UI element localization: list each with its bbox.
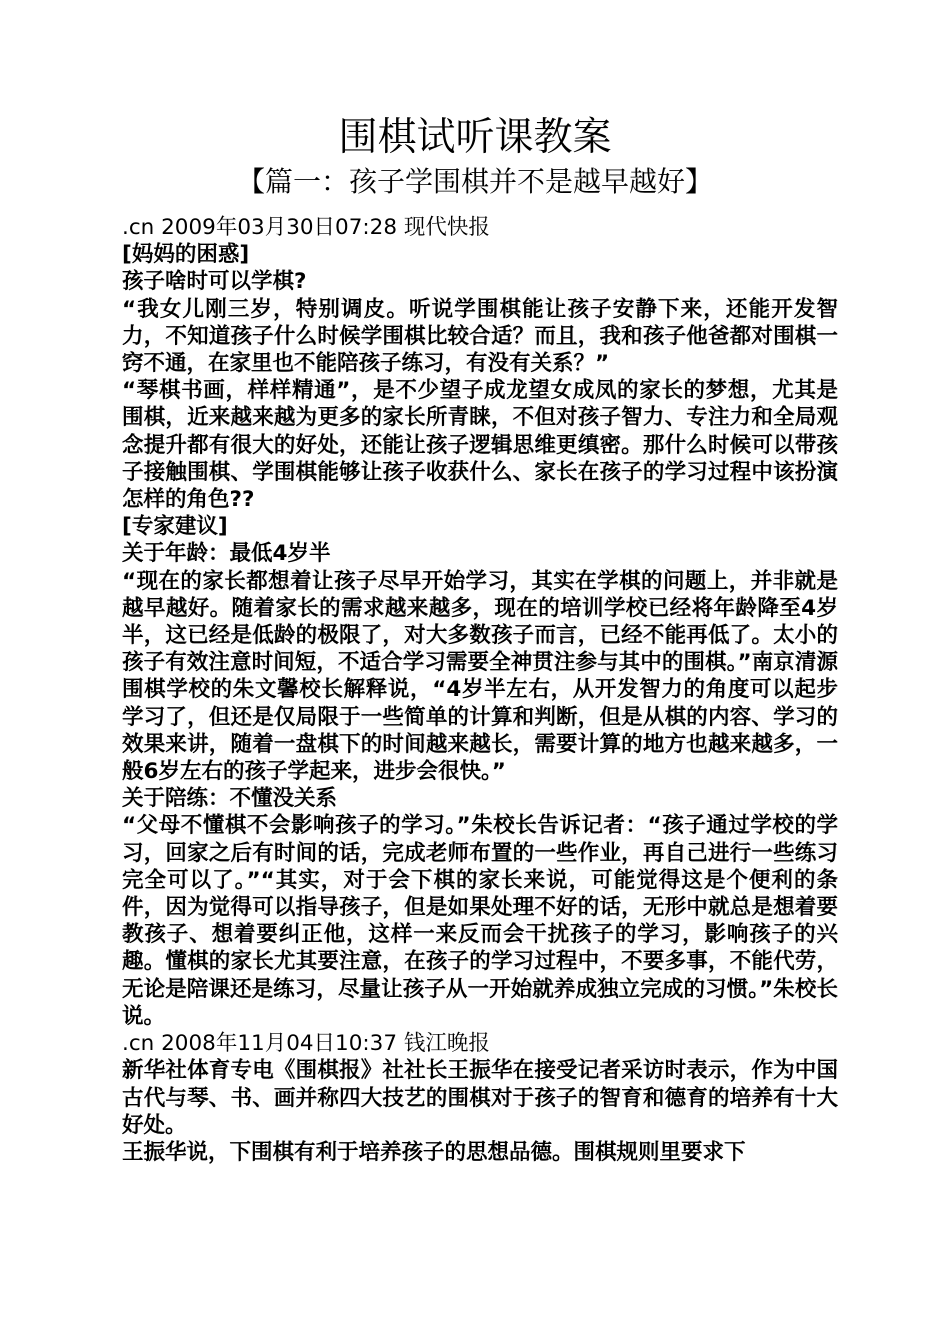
paragraph-parents-dream: “琴棋书画，样样精通”，是不少望子成龙望女成凤的家长的梦想，尤其是围棋，近来越来越为更多的家长所青睐，不但对孩子智力、专注力和全局观念提升都有很大的好处，还能让孩子逻辑思维更缜密。那什么时候可以带孩子接触围棋、学围棋能够让孩子收获什么、家长在孩子的学习过程中该扮演怎样的角色??: [122, 378, 838, 513]
section-expert-advice: [专家建议]: [122, 514, 228, 540]
article1-source-line: .cn 2009年03月30日07:28 现代快报: [122, 215, 490, 240]
article2-source-line: .cn 2008年11月04日10:37 钱江晚报: [122, 1031, 490, 1057]
document-title: 围棋试听课教案: [338, 115, 612, 160]
practice-heading: 关于陪练：不懂没关系: [122, 786, 338, 812]
question-heading: 孩子啥时可以学棋?: [122, 269, 307, 295]
paragraph-age-advice: “现在的家长都想着让孩子尽早开始学习，其实在学棋的问题上，并非就是越早越好。随着家长的需求越来越多，现在的培训学校已经将年龄降至4岁半，这已经是低龄的极限了，对大多数孩子而言，已经不能再低了。太小的孩子有效注意时间短，不适合学习需要全神贯注参与其中的围棋。”南京清源围棋学校的朱文馨校长解释说，“4岁半左右，从开发智力的角度可以起步学习了，但还是仅局限于一些简单的计算和判断，但是从棋的内容、学习的效果来讲，随着一盘棋下的时间越来越长，需要计算的地方也越来越多，一般6岁左右的孩子学起来，进步会很快。”: [122, 568, 838, 785]
age-heading: 关于年龄：最低4岁半: [122, 541, 331, 567]
article-body: [116, 214, 838, 1166]
document-subtitle: 【篇一：孩子学围棋并不是越早越好】: [236, 165, 713, 198]
paragraph-mother-question: “我女儿刚三岁，特别调皮。听说学围棋能让孩子安静下来，还能开发智力，不知道孩子什么时候学围棋比较合适？而且，我和孩子他爸都对围棋一窍不通，在家里也不能陪孩子练习，有没有关系？”: [122, 296, 838, 377]
paragraph-interview-intro: 新华社体育专电《围棋报》社社长王振华在接受记者采访时表示，作为中国古代与琴、书、画并称四大技艺的围棋对于孩子的智育和德育的培养有十大好处。: [122, 1058, 838, 1138]
paragraph-practice-advice: “父母不懂棋不会影响孩子的学习。”朱校长告诉记者：“孩子通过学校的学习，回家之后有时间的话，完成老师布置的一些作业，再自己进行一些练习完全可以了。”“其实，对于会下棋的家长来说，可能觉得这是个便利的条件，因为觉得可以指导孩子，但是如果处理不好的话，无形中就总是想着要教孩子、想着要纠正他，这样一来反而会干扰孩子的学习，影响孩子的兴趣。懂棋的家长尤其要注意，在孩子的学习过程中，不要多事，不能代劳，无论是陪课还是练习，尽量让孩子从一开始就养成独立完成的习惯。”朱校长说。: [122, 813, 838, 1029]
paragraph-morality: 王振华说，下围棋有利于培养孩子的思想品德。围棋规则里要求下: [122, 1139, 746, 1165]
section-mother-confusion: [妈妈的困惑]: [122, 242, 250, 268]
